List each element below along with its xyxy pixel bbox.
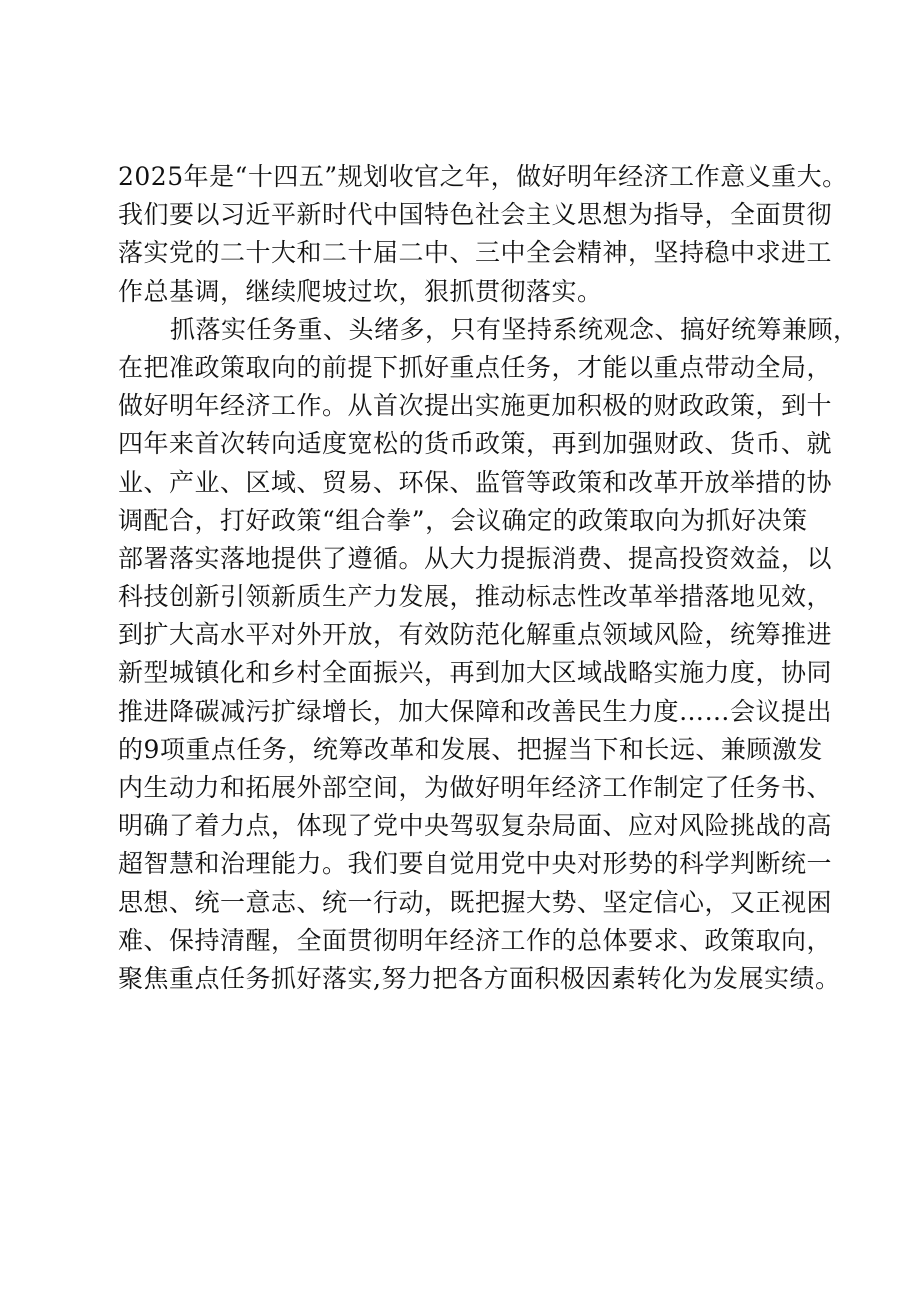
- text-line: 在把准政策取向的前提下抓好重点任务，才能以重点带动全局，: [118, 352, 833, 382]
- text-line: 的9项重点任务，统筹改革和发展、把握当下和长远、兼顾激发: [118, 734, 823, 764]
- text-line: 我们要以习近平新时代中国特色社会主义思想为指导，全面贯彻: [118, 200, 833, 230]
- text-line: 难、保持清醒，全面贯彻明年经济工作的总体要求、政策取向，: [118, 925, 833, 955]
- text-line: 作总基调，继续爬坡过坎，狠抓贯彻落实。: [118, 276, 603, 306]
- text-line: 思想、统一意志、统一行动，既把握大势、坚定信心，又正视困: [118, 887, 833, 917]
- text-line: 部署落实落地提供了遵循。从大力提振消费、提高投资效益，以: [118, 543, 833, 573]
- text-line: 内生动力和拓展外部空间，为做好明年经济工作制定了任务书、: [118, 773, 833, 802]
- text-line: 落实党的二十大和二十届二中、三中全会精神，坚持稳中求进工: [118, 238, 833, 268]
- text-line: 明确了着力点，体现了党中央驾驭复杂局面、应对风险挑战的高: [118, 811, 833, 841]
- text-line: 科技创新引领新质生产力发展，推动标志性改革举措落地见效，: [118, 582, 833, 612]
- text-line: 聚焦重点任务抓好落实,努力把各方面积极因素转化为发展实绩。: [118, 963, 841, 993]
- paragraph-2: [118, 311, 859, 998]
- text-line: 业、产业、区域、贸易、环保、监管等政策和改革开放举措的协: [118, 467, 833, 497]
- text-line: 超智慧和治理能力。我们要自觉用党中央对形势的科学判断统一: [118, 849, 833, 879]
- text-line: 调配合，打好政策“组合拳”，会议确定的政策取向为抓好决策: [118, 505, 808, 535]
- text-line-indented: 抓落实任务重、头绪多，只有坚持系统观念、搞好统筹兼顾，: [170, 314, 859, 344]
- text-line: 新型城镇化和乡村全面振兴，再到加大区域战略实施力度，协同: [118, 658, 833, 688]
- paragraph-1: [118, 158, 848, 311]
- document-body: [118, 158, 859, 998]
- text-line: 到扩大高水平对外开放，有效防范化解重点领域风险，统筹推进: [118, 620, 833, 650]
- text-line: 2025年是“十四五”规划收官之年，做好明年经济工作意义重大。: [118, 162, 848, 191]
- text-line: 四年来首次转向适度宽松的货币政策，再到加强财政、货币、就: [118, 429, 833, 459]
- text-line: 做好明年经济工作。从首次提出实施更加积极的财政政策，到十: [118, 391, 833, 421]
- text-line: 推进降碳减污扩绿增长，加大保障和改善民生力度……会议提出: [118, 696, 833, 726]
